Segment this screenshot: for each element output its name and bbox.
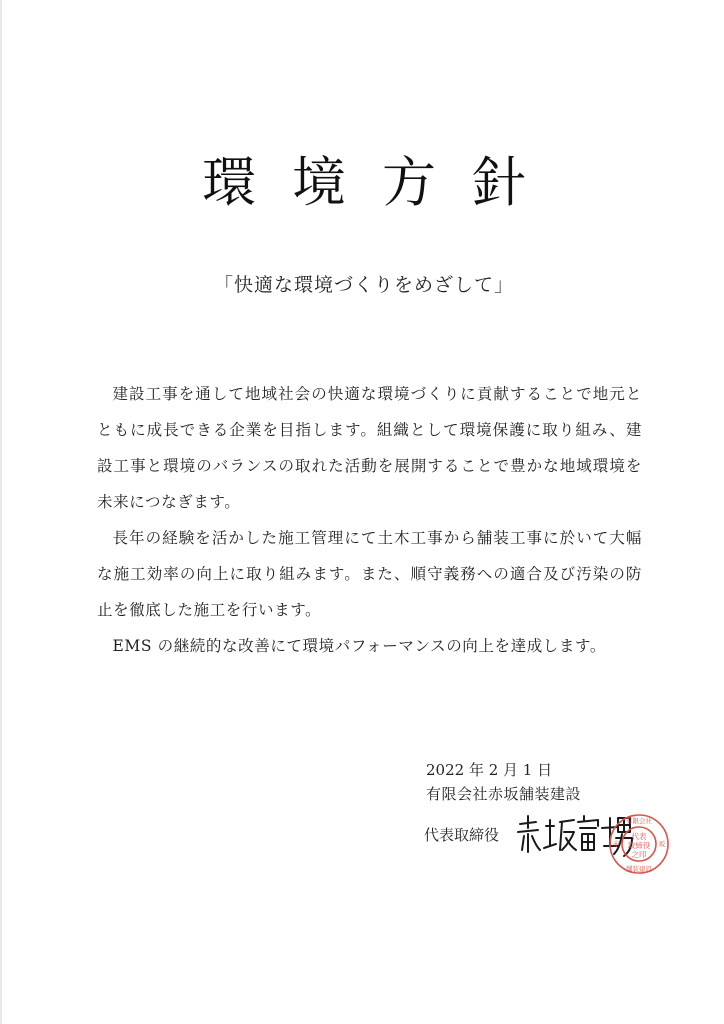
svg-text:取締役: 取締役 xyxy=(627,841,651,850)
svg-text:代表: 代表 xyxy=(631,832,647,841)
svg-text:赤: 赤 xyxy=(612,840,620,848)
svg-text:有限会社: 有限会社 xyxy=(626,817,652,825)
representative-title: 代表取締役 xyxy=(424,826,500,844)
document-subtitle: 「快適な環境づくりをめざして」 xyxy=(213,274,514,296)
company-name: 有限会社赤坂舗装建設 xyxy=(426,785,582,803)
policy-paragraph-3: EMS の継続的な改善にて環境パフォーマンスの向上を達成します。 xyxy=(112,637,606,655)
svg-text:之印: 之印 xyxy=(631,850,647,859)
issue-date: 2022 年 2 月 1 日 xyxy=(426,761,553,779)
policy-body xyxy=(97,376,642,664)
svg-text:舗装建設: 舗装建設 xyxy=(626,865,652,873)
svg-text:坂: 坂 xyxy=(658,840,666,848)
document-title: 環境方針 xyxy=(202,151,562,214)
company-seal xyxy=(607,812,671,876)
policy-paragraph-1: 建設工事を通して地域社会の快適な環境づくりに貢献することで地元とともに成長できる企業を目指します。組織として環境保護に取り組み、建設工事と環境のバランスの取れた活動を展開することで豊かな地域環境を未来につなぎます。 xyxy=(97,385,642,511)
policy-paragraph-2: 長年の経験を活かした施工管理にて土木工事から舗装工事に於いて大幅な施工効率の向上に取り組みます。また、順守義務への適合及び汚染の防止を徹底した施工を行います。 xyxy=(97,529,642,619)
